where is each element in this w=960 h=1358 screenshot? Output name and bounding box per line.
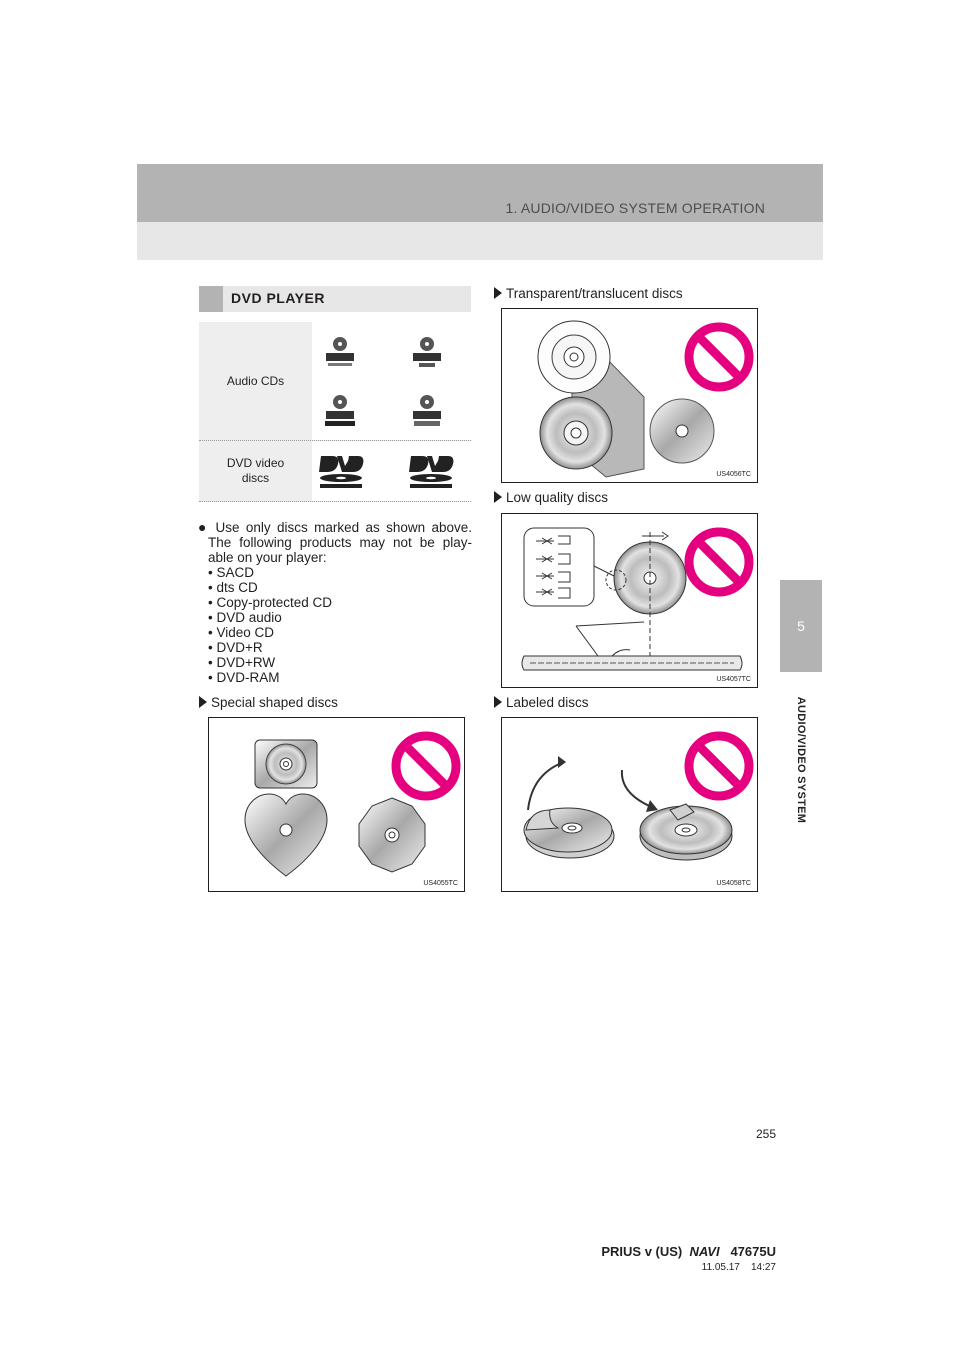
table-row-dvd-video	[199, 441, 471, 502]
list-item: • DVD-RAM	[208, 670, 280, 685]
low-quality-heading: Low quality discs	[494, 490, 608, 505]
print-time: 14:27	[750, 1262, 776, 1273]
labeled-discs-illustration	[502, 718, 757, 891]
compact-disc-rewritable-logo-icon	[409, 392, 445, 428]
arrow-right-icon	[494, 287, 502, 299]
arrow-right-icon	[494, 696, 502, 708]
compact-disc-logo-icon	[322, 334, 358, 370]
figure-labeled-discs	[501, 717, 758, 892]
figure-special-shaped-discs	[208, 717, 465, 892]
dvd-video-label-line1: DVD video	[226, 456, 285, 470]
usage-note-line1: ● Use only discs marked as shown above.	[198, 519, 472, 535]
list-item: • DVD+R	[208, 640, 263, 655]
dvd-video-logos	[312, 441, 471, 501]
special-shaped-heading: Special shaped discs	[199, 695, 338, 710]
figure-transparent-discs	[501, 308, 758, 483]
list-item: • SACD	[208, 565, 254, 580]
figure-low-quality-discs	[501, 513, 758, 688]
dvd-video-logo-icon	[318, 452, 364, 490]
model-prefix: PRIUS v (US)	[601, 1244, 683, 1259]
audio-cd-logos	[312, 322, 471, 440]
heading-marker	[199, 286, 223, 312]
dvd-video-label-line2: discs	[241, 471, 270, 485]
audio-cds-label: Audio CDs	[226, 373, 285, 388]
special-shaped-discs-illustration	[209, 718, 464, 891]
print-date: 11.05.17	[701, 1262, 740, 1273]
print-stamp	[620, 1262, 776, 1273]
arrow-right-icon	[494, 491, 502, 503]
usage-note-line2: The following products may not be play-	[208, 535, 472, 550]
dvd-player-heading	[199, 286, 471, 312]
transparent-heading: Transparent/translucent discs	[494, 286, 683, 301]
dvd-video-logo-2-icon	[408, 452, 454, 490]
transparent-discs-illustration	[502, 309, 757, 482]
labeled-heading: Labeled discs	[494, 695, 589, 710]
bullet-dot-icon: ●	[198, 519, 210, 535]
page-number: 255	[755, 1127, 776, 1141]
chapter-label-tab	[780, 672, 822, 847]
low-quality-discs-illustration	[502, 514, 757, 687]
figure-code: US4058TC	[716, 880, 751, 887]
list-item: • Copy-protected CD	[208, 595, 333, 610]
compact-disc-text-logo-icon	[409, 334, 445, 370]
compact-disc-recordable-logo-icon	[322, 392, 358, 428]
usage-note	[198, 520, 472, 565]
chapter-label: AUDIO/VIDEO SYSTEM	[795, 696, 807, 823]
figure-code: US4055TC	[423, 880, 458, 887]
list-item: • dts CD	[208, 580, 258, 595]
dvd-video-label	[199, 441, 312, 501]
usage-note-line3: able on your player:	[208, 550, 327, 565]
model-navi: NAVI	[689, 1244, 720, 1259]
model-code: 47675U	[730, 1244, 776, 1259]
section-title: 1. AUDIO/VIDEO SYSTEM OPERATION	[505, 200, 765, 216]
table-row-audio-cds	[199, 322, 471, 441]
dvd-player-heading-text: DVD PLAYER	[231, 290, 325, 306]
figure-code: US4056TC	[716, 471, 751, 478]
list-item: • DVD audio	[208, 610, 282, 625]
figure-code: US4057TC	[716, 676, 751, 683]
arrow-right-icon	[199, 696, 207, 708]
list-item: • Video CD	[208, 625, 275, 640]
unsupported-product-list	[208, 565, 332, 685]
model-line	[580, 1244, 776, 1259]
list-item: • DVD+RW	[208, 655, 276, 670]
header-subband	[137, 222, 823, 260]
chapter-number-tab: 5	[780, 580, 822, 672]
disc-table	[199, 322, 471, 502]
